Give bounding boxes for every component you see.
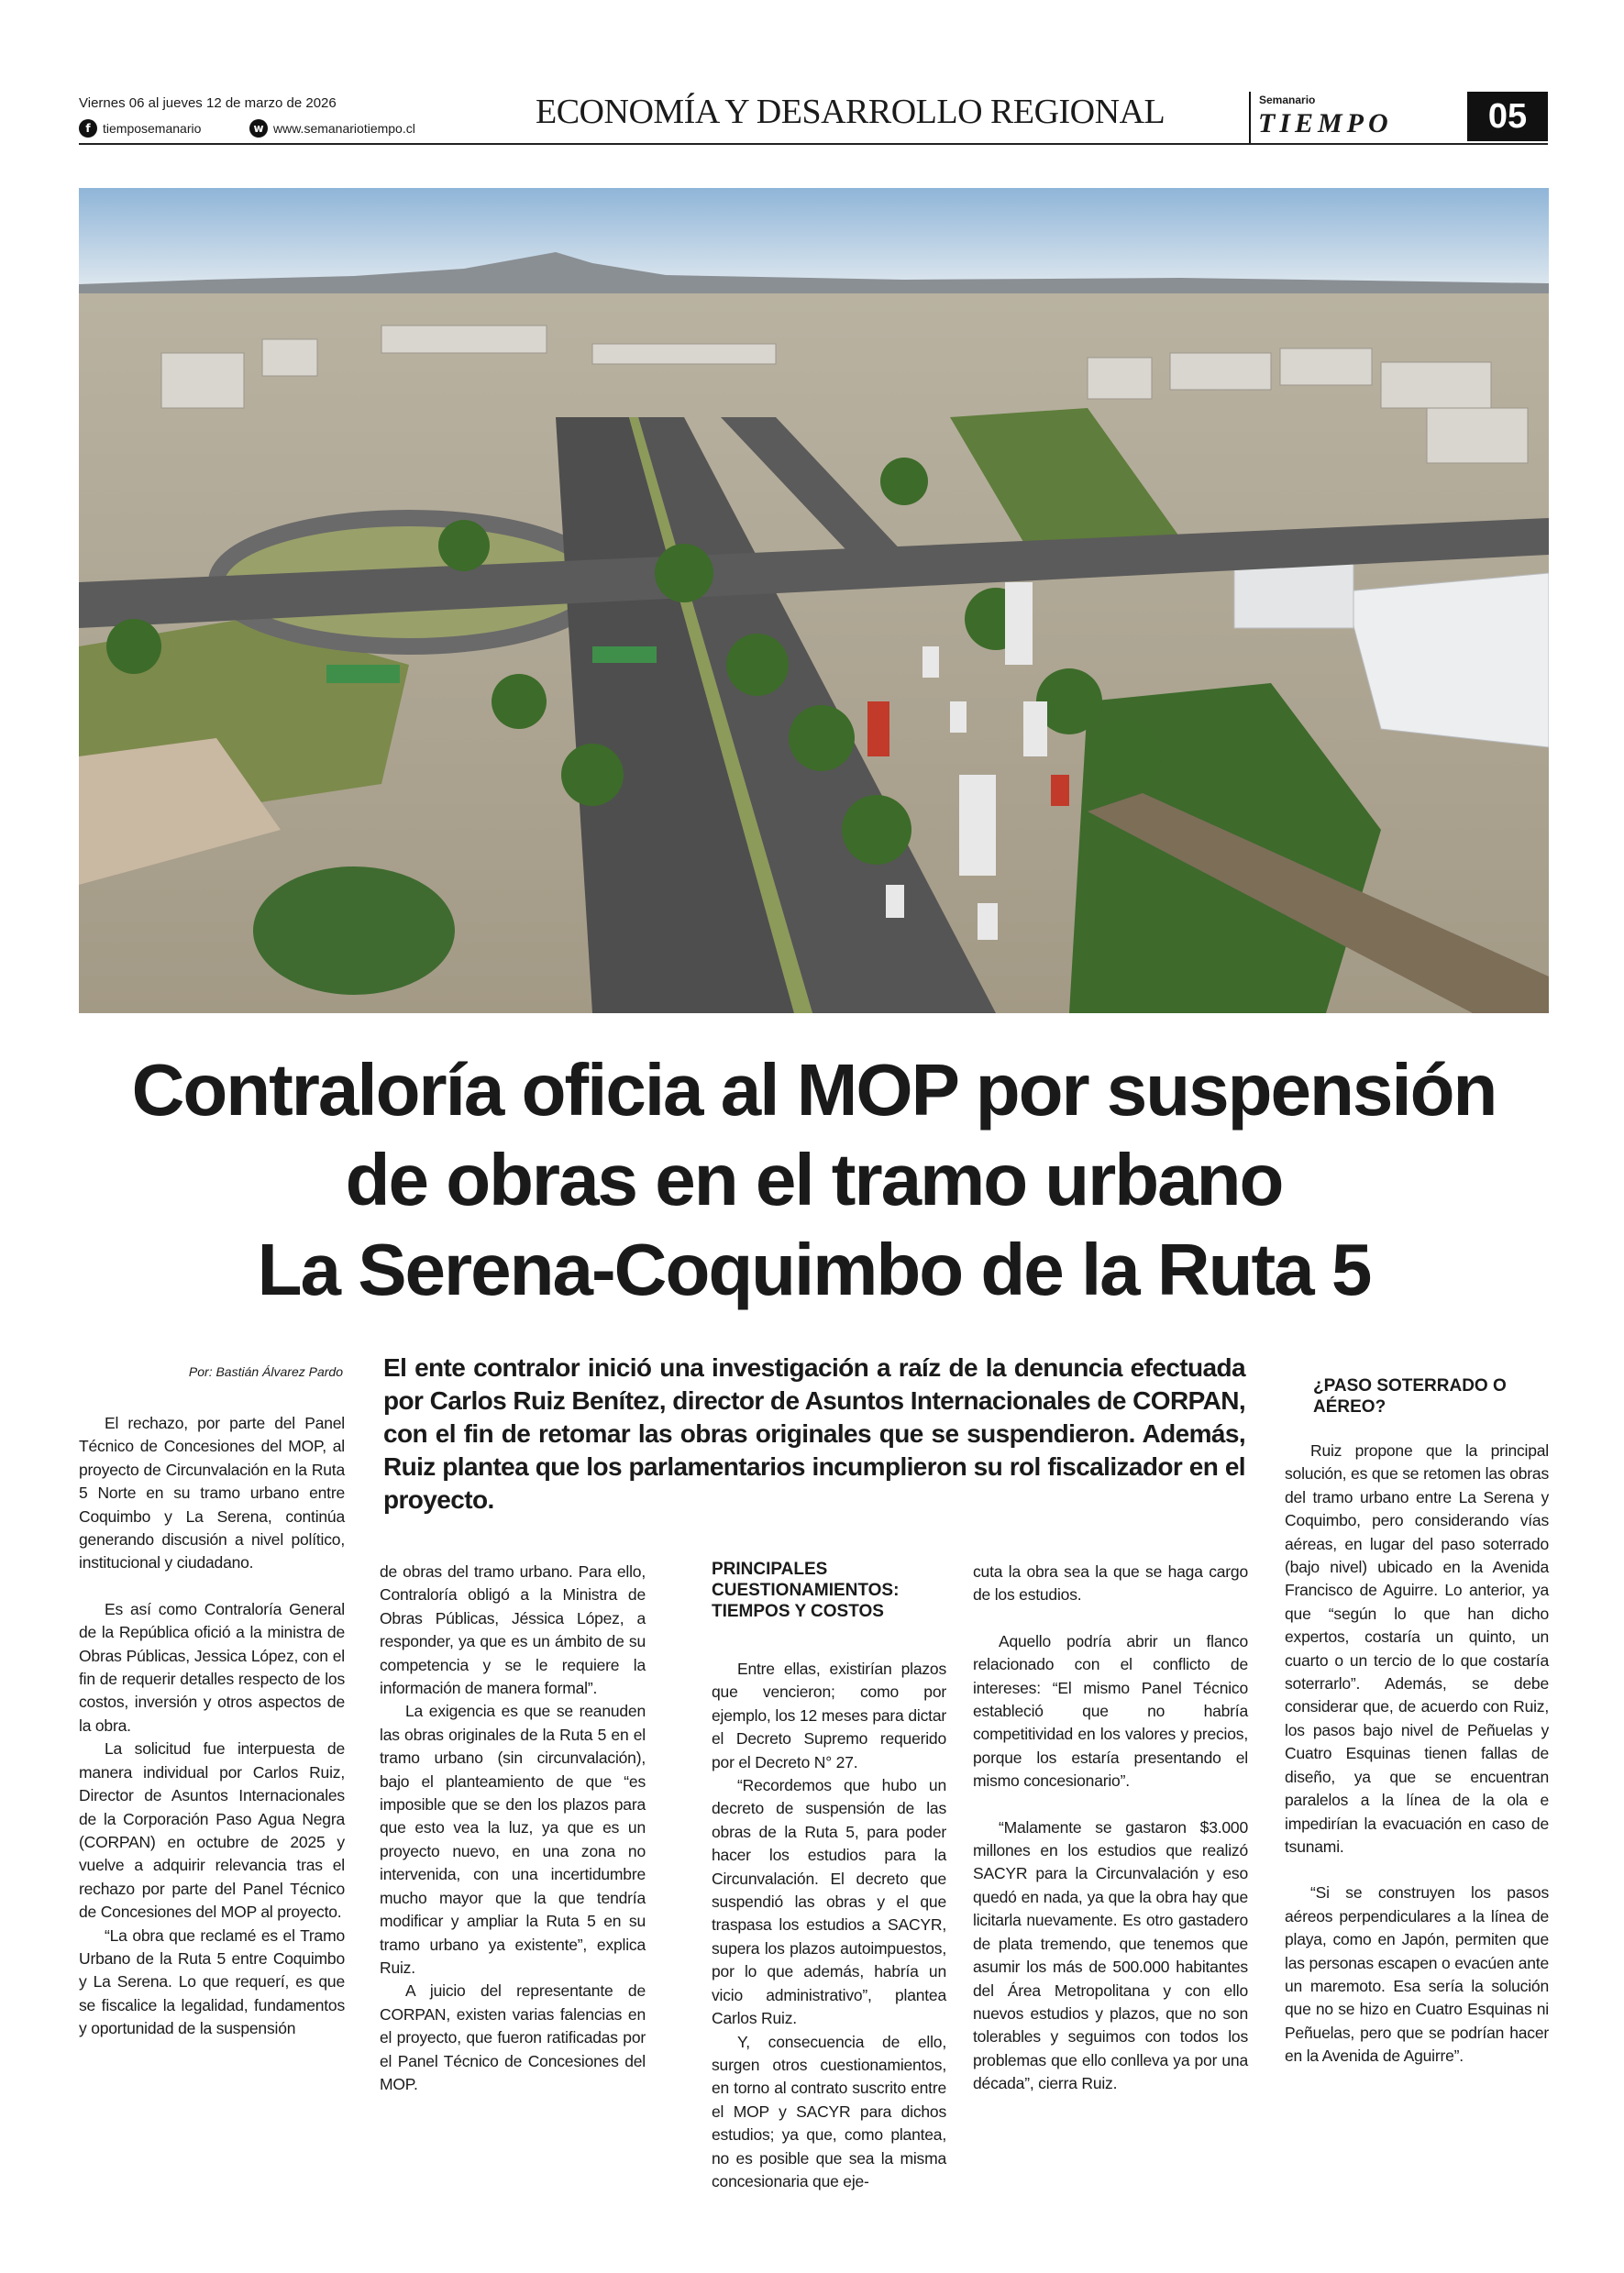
body-paragraph: “La obra que reclamé es el Tramo Urbano de la Ruta 5 entre Coquimbo y La Serena. Lo que requerí, es que se fiscalice la legalidad, fundamentos y oportunidad de la suspensión — [79, 1925, 345, 2038]
issue-date: Viernes 06 al jueves 12 de marzo de 2026 — [79, 95, 337, 111]
body-paragraph: de obras del tramo urbano. Para ello, Contraloría obligó a la Ministra de Obras Públicas, Jéssica López, a responder, ya que es un ámbito de su competencia y se le requiere la información de manera formal”. — [380, 1562, 646, 1698]
body-paragraph: “Recordemos que hubo un decreto de suspensión de las obras de la Ruta 5, para poder hacer los estudios para la Circunvalación. El decreto que suspendió las obras y el que traspasa los estudios a SACYR, supera los plazos autoimpuestos, por lo que además, habría un vicio administrativo”, plantea Carlos Ruiz. — [712, 1776, 946, 2028]
web-icon: w — [249, 119, 268, 138]
body-paragraph: “Si se construyen los pasos aéreos perpendiculares a la línea de playa, como en Japón, permiten que las personas escapen o evacúen ante un maremoto. Esa sería la solución que no se hizo en Cuatro Esquinas ni Peñuelas, pero que se podrían hacer en la Avenida de Aguirre”. — [1285, 1883, 1549, 2066]
body-paragraph: Y, consecuencia de ello, surgen otros cuestionamientos, en torno al contrato suscrito entre el MOP y SACYR para dichos estudios; ya que, como plantea, no es posible que sea la misma concesionaria que eje- — [712, 2032, 946, 2190]
page-number: 05 — [1467, 92, 1548, 141]
column-2 — [380, 1561, 646, 2096]
body-paragraph: “Malamente se gastaron $3.000 millones en los estudios que realizó SACYR para la Circunvalación y eso quedó en nada, ya que la obra hay que licitarla nuevamente. Es otro gastadero de plata tremendo, que tenemos que asumir los más de 500.000 habitantes del Área Metropolitana y con ello nuevos estudios y plazos, que no son tolerables y seguimos con todos los problemas que ello conlleva ya por una década”, cierra Ruiz. — [973, 1817, 1248, 2093]
byline: Por: Bastián Álvarez Pardo — [188, 1364, 343, 1379]
headline-line-3: La Serena-Coquimbo de la Ruta 5 — [257, 1229, 1371, 1310]
headline — [79, 1045, 1549, 1315]
brand-logo: TIEMPO — [1258, 108, 1393, 138]
headline-line-1: Contraloría oficia al MOP por suspensión — [131, 1049, 1497, 1131]
body-paragraph: El rechazo, por parte del Panel Técnico de Concesiones del MOP, al proyecto de Circunvalación en la Ruta 5 Norte en su tramo urbano entre Coquimbo y La Serena, continúa generando discusión a nivel político, institucional y ciudadano. — [79, 1414, 345, 1572]
website-link[interactable] — [249, 119, 415, 138]
body-paragraph: La exigencia es que se reanuden las obras originales de la Ruta 5 en el tramo urbano (sin circunvalación), bajo el planteamiento de que “es imposible que se den los plazos para que esto vea la luz, ya que es un proyecto nuevo, en una zona no intervenida, con una incertidumbre mucho mayor que la que tendría modificar y ampliar la Ruta 5 en su tramo urbano ya existente”, explica Ruiz. — [380, 1702, 646, 1977]
brand-tagline: Semanario — [1259, 94, 1316, 106]
column-1 — [79, 1412, 345, 2041]
subheading-tunnel-or-aerial: ¿PASO SOTERRADO O AÉREO? — [1313, 1376, 1507, 1417]
aerial-road-photo — [79, 188, 1549, 1013]
body-paragraph: A juicio del representante de CORPAN, existen varias falencias en el proyecto, que fueron ratificadas por el Panel Técnico de Concesiones del MOP. — [380, 1981, 646, 2093]
section-title: ECONOMÍA Y DESARROLLO REGIONAL — [536, 93, 1166, 131]
facebook-icon: f — [79, 119, 97, 138]
brand-divider — [1249, 92, 1251, 143]
body-paragraph: Entre ellas, existirían plazos que vencieron; como por ejemplo, los 12 meses para dictar el Decreto Supremo requerido por el Decreto N° 27. — [712, 1660, 946, 1771]
body-paragraph: Es así como Contraloría General de la República ofició a la ministra de Obras Públicas, Jessica López, con el fin de requerir detalles respecto de los costos, inversión y otros aspectos de la obra. — [79, 1599, 345, 1735]
body-paragraph: La solicitud fue interpuesta de manera individual por Carlos Ruiz, Director de Asuntos Internacionales de la Corporación Paso Agua Negra (CORPAN) en octubre de 2025 y vuelve a adquirir relevancia tras el rechazo por parte del Panel Técnico de Concesiones del MOP al proyecto. — [79, 1739, 345, 1922]
column-4 — [973, 1561, 1248, 2096]
subheading-costs: PRINCIPALES CUESTIONAMIENTOS: TIEMPOS Y COSTOS — [712, 1560, 900, 1621]
facebook-text: tiemposemanario — [103, 121, 202, 136]
website-text: www.semanariotiempo.cl — [273, 121, 415, 136]
headline-line-2: de obras en el tramo urbano — [345, 1139, 1283, 1220]
header-rule — [79, 143, 1548, 145]
column-3 — [712, 1658, 946, 2193]
facebook-handle — [79, 119, 201, 138]
body-paragraph: Aquello podría abrir un flanco relacionado con el conflicto de intereses: “El mismo Panel Técnico estableció que no habría competitividad en los valores y precios, porque los estaría presentando el mismo concesionario”. — [973, 1631, 1248, 1791]
lead-paragraph: El ente contralor inició una investigación a raíz de la denuncia efectuada por Carlos Ruiz Benítez, director de Asuntos Internacionales de CORPAN, con el fin de retomar las obras originales que se suspendieron. Además, Ruiz plantea que los parlamentarios incumplieron su rol fiscalizador en el proyecto. — [383, 1353, 1245, 1514]
body-paragraph: Ruiz propone que la principal solución, es que se retomen las obras del tramo urbano entre La Serena y Coquimbo, pero considerando vías aéreas, en lugar del paso soterrado (bajo nivel) ubicado en la Avenida Francisco de Aguirre. Lo anterior, ya que “según lo que han dicho expertos, costaría un quinto, un cuarto o un tercio de lo que costaría soterrarlo”. Además, se debe considerar que, de acuerdo con Ruiz, los pasos bajo nivel de Peñuelas y Cuatro Esquinas tienen fallas de diseño, ya que se encuentran paralelos a la línea de la ola e impedirían la evacuación en caso de tsunami. — [1285, 1441, 1549, 1856]
body-paragraph: cuta la obra sea la que se haga cargo de los estudios. — [973, 1562, 1248, 1605]
column-5 — [1285, 1440, 1549, 2069]
